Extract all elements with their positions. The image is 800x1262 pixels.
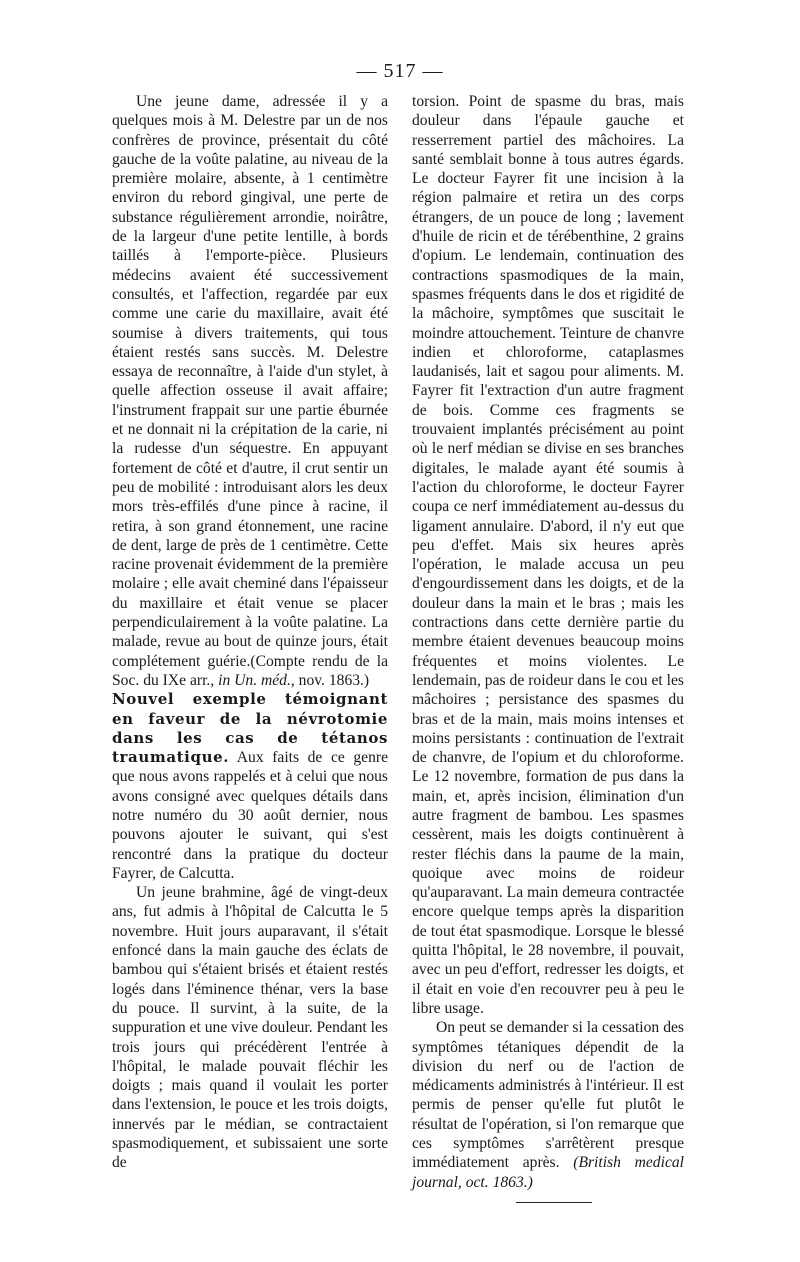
paragraph-conclusion <box>412 1018 684 1192</box>
paragraph-palate-case <box>112 92 388 690</box>
citation-journal: in Un. méd. <box>218 671 291 689</box>
paragraph-brahmin-case: Un jeune brahmine, âgé de vingt-deux ans, fut admis à l'hôpital de Calcutta le 5 novembre. Huit jours auparavant, il s'était enfoncé dans la main gauche des éclats de bambou qui s'étaient brisés et étaient restés logés dans l'éminence thénar, vers la base du pouce. Il survint, à la suite, de la suppuration et une vive douleur. Pendant les trois jours qui précédèrent l'entrée à l'hôpital, le malade pouvait fléchir les doigts ; mais quand il voulait les porter dans l'extension, le pouce et les trois doigts, innervés par le médian, se contractaient spasmodiquement, et subissaient une sorte de <box>112 884 388 1172</box>
page-number: — 517 — <box>356 60 444 82</box>
citation-journal: (British medical journal, oct. 1863.) <box>412 1154 684 1191</box>
paragraph-text: On peut se demander si la cessation des symptômes tétaniques dépendit de la division du nerf ou de l'action de médicaments administrés à l'intérieur. Il est permis de penser qu'elle fut plutôt le résultat de l'opération, si l'on remarque que ces symptômes s'arrêtèrent presque immédiatement après. <box>412 1019 684 1172</box>
section-heading: Nouvel exemple témoignant en faveur de la névrotomie dans les cas de tétanos traumatique. <box>112 690 388 767</box>
paragraph-text: Une jeune dame, adressée il y a quelques mois à M. Delestre par un de nos confrères de province, présentait du côté gauche de la voûte palatine, au niveau de la première molaire, absente, à 1 centimètre environ du rebord gingival, une perte de substance régulièrement arrondie, noirâtre, de la largeur d'une petite lentille, à bords taillés à l'emporte-pièce. Plusieurs médecins avaient été successivement consultés, et l'affection, regardée par eux comme une carie du maxillaire, avait été soumise à divers traitements, qui tous étaient restés sans succès. M. Delestre essaya de reconnaître, à l'aide d'un stylet, à quelle affection osseuse il avait affaire; l'instrument frappait sur une partie éburnée et ne donnait ni la crépitation de la carie, ni la rudesse d'un séquestre. En appuyant fortement de côté et d'autre, il crut sentir un peu de mobilité : introduisant alors les deux mors très-effilés d'une pince à racine, il retira, à son grand étonnement, une racine de dent, large de près de 1 centimètre. Cette racine provenait évidemment de la première molaire ; elle avait cheminé dans l'épaisseur du maxillaire et était venue se placer perpendiculairement à la voûte palatine. La malade, revue au bout de quinze jours, était complétement guérie. <box>112 93 388 670</box>
left-column <box>112 92 388 1173</box>
citation-prefix: (Compte rendu de la Soc. du IXe arr., <box>112 652 389 689</box>
citation-suffix: , nov. 1863.) <box>290 671 370 689</box>
end-rule <box>516 1202 592 1203</box>
right-column <box>412 92 684 1203</box>
paragraph-tetanus-intro <box>112 690 388 883</box>
paragraph-text: Aux faits de ce genre que nous avons rappelés et à celui que nous avons consigné avec quelques détails dans notre numéro du 30 août dernier, nous pouvons ajouter le suivant, qui s'est rencontré dans la pratique du docteur Fayrer, de Calcutta. <box>112 749 388 882</box>
paragraph-case-continued: torsion. Point de spasme du bras, mais douleur dans l'épaule gauche et resserrement partiel des mâchoires. La santé semblait bonne à tous autres égards. Le docteur Fayrer fit une incision à la région palmaire et retira un des corps étrangers, de un pouce de long ; lavement d'huile de ricin et de térébenthine, 2 grains d'opium. Le lendemain, continuation des contractions spasmodiques de la main, spasmes fréquents dans le dos et rigidité de la mâchoire, symptômes que suscitait le moindre attouchement. Teinture de chanvre indien et chloroforme, cataplasmes laudanisés, lait et sagou pour aliments. M. Fayrer fit l'extraction d'un autre fragment de bois. Comme ces fragments se trouvaient implantés précisément au point où le nerf médian se divise en ses branches digitales, le malade ayant été soumis à l'action du chloroforme, le docteur Fayrer coupa ce nerf immédiatement au-dessus du ligament annulaire. D'abord, il n'y eut que peu d'effet. Mais six heures après l'opération, le malade accusa un peu d'engourdissement dans les doigts, et de la douleur dans la main et le bras ; mais les contractions dans cette dernière partie du membre étaient devenues beaucoup moins fréquentes et moins violentes. Le lendemain, pas de roideur dans le cou et les mâchoires ; persistance des spasmes du bras et de la main, mais moins intenses et moins persistants : continuation de l'extrait de chanvre, de l'opium et du chloroforme. Le 12 novembre, formation de pus dans la main, et, après incision, élimination d'un autre fragment de bambou. Les spasmes cessèrent, mais les doigts continuèrent à rester fléchis dans la paume de la main, quoique avec moins de roideur qu'auparavant. La main demeura contractée encore quelque temps après la disparition de tout état spasmodique. Lorsque le blessé quitta l'hôpital, le 28 novembre, il pouvait, avec un peu d'effort, redresser les doigts, et il était en voie d'en recouvrer peu à peu le libre usage. <box>412 93 684 1017</box>
